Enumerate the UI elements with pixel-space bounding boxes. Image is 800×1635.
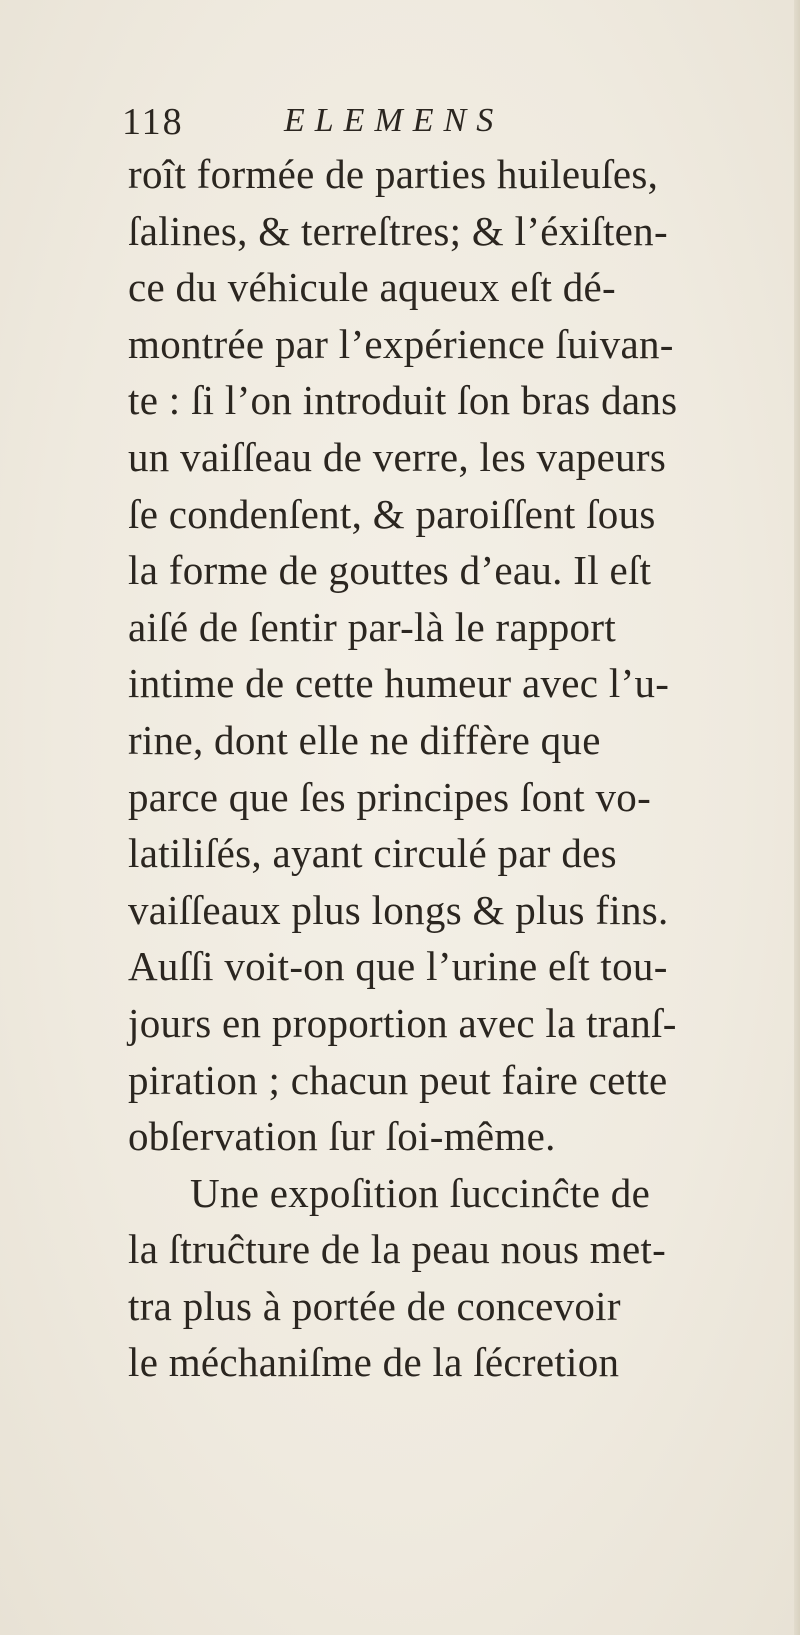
text-line: jours en proportion avec la tranſ- <box>128 999 677 1046</box>
text-line: piration ; chacun peut faire cette <box>128 1056 668 1103</box>
text-line: ce du véhicule aqueux eſt dé- <box>128 264 616 311</box>
text-line: montrée par l’expérience ſuivan- <box>128 320 674 367</box>
page-edge <box>794 0 800 1635</box>
body-text <box>128 146 748 1391</box>
page-header <box>122 100 682 150</box>
text-line: parce que ſes principes ſont vo- <box>128 773 652 820</box>
text-line: vaiſſeaux plus longs & plus fins. <box>128 886 669 933</box>
text-line: Auſſi voit-on que l’urine eſt tou- <box>128 943 668 990</box>
text-line: un vaiſſeau de verre, les vapeurs <box>128 433 667 480</box>
text-line: te : ſi l’on introduit ſon bras dans <box>128 377 678 424</box>
running-head: ELEMENS <box>284 102 504 139</box>
text-line: intime de cette humeur avec l’u- <box>128 660 670 707</box>
text-line: ſalines, & terreſtres; & l’éxiſten- <box>128 207 668 254</box>
text-line: la forme de gouttes d’eau. Il eſt <box>128 547 652 594</box>
text-line: aiſé de ſentir par-là le rapport <box>128 603 617 650</box>
text-line: rine, dont elle ne diffère que <box>128 716 601 763</box>
text-line: obſervation ſur ſoi-même. <box>128 1113 556 1160</box>
page-number: 118 <box>122 101 184 143</box>
text-line: ſe condenſent, & paroiſſent ſous <box>128 490 656 537</box>
text-line: tra plus à portée de concevoir <box>128 1282 621 1329</box>
text-line: le méchaniſme de la ſécretion <box>128 1339 620 1386</box>
text-line: roît formée de parties huileuſes, <box>128 151 659 197</box>
text-line: la ſtruĉture de la peau nous met- <box>128 1226 667 1273</box>
text-line: latiliſés, ayant circulé par des <box>128 830 617 877</box>
paragraph-start-line: Une expoſition ſuccinĉte de <box>190 1169 651 1216</box>
